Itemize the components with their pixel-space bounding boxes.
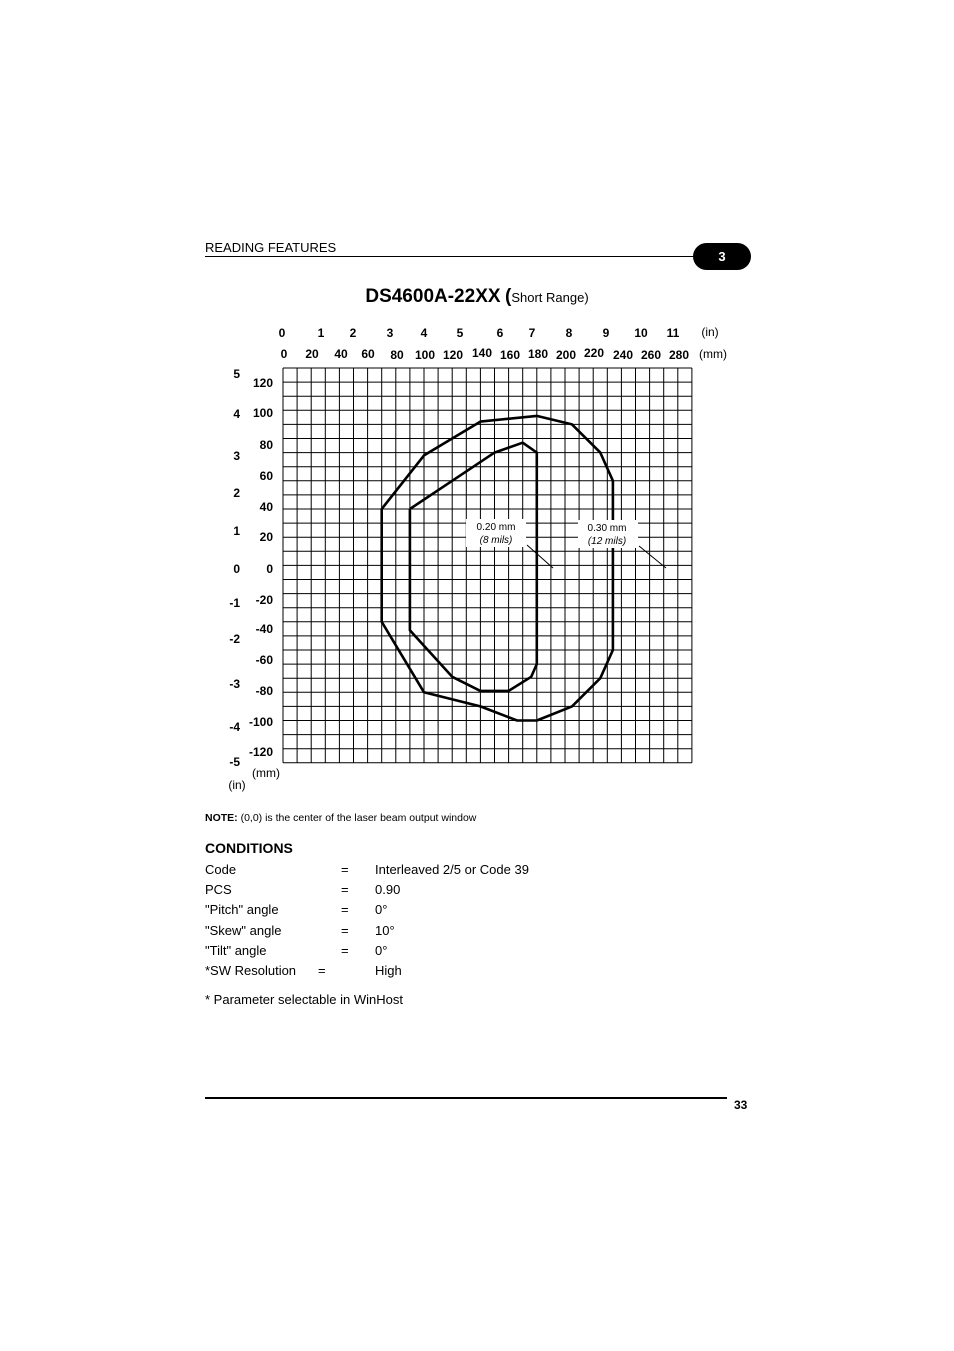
y-tick-label-mm: -40 [255, 622, 273, 636]
x-tick-label-mm: 80 [390, 348, 404, 362]
condition-equals: = [341, 882, 349, 897]
x-tick-label-mm: 220 [583, 346, 605, 360]
x-tick-label-mm: 100 [414, 348, 436, 362]
x-tick-label-mm: 200 [555, 348, 577, 362]
y-tick-label-in: 5 [233, 367, 240, 381]
condition-row-pcs [205, 882, 705, 900]
x-tick-label-in: 5 [456, 326, 464, 340]
series-label: 0.20 mm [476, 522, 516, 533]
series-leader-line [639, 546, 666, 568]
series-leader-line [527, 545, 553, 568]
y-tick-label-in: -5 [229, 755, 240, 769]
x-tick-label-mm: 280 [668, 348, 690, 362]
y-tick-label-mm: -100 [248, 715, 273, 729]
y-tick-label-in: 1 [233, 524, 240, 538]
x-tick-label-in: 7 [528, 326, 536, 340]
y-axis-unit-mm: (mm) [252, 766, 280, 780]
condition-value: 10° [375, 923, 395, 938]
condition-row-code [205, 862, 705, 880]
condition-row-skew [205, 923, 705, 941]
x-tick-label-in: 6 [496, 326, 504, 340]
condition-name: "Skew" angle [205, 923, 282, 938]
condition-equals: = [341, 943, 349, 958]
y-tick-label-mm: -80 [255, 684, 273, 698]
x-tick-label-mm: 240 [612, 348, 634, 362]
y-tick-label-mm: 120 [252, 376, 273, 390]
x-tick-label-in: 0 [278, 326, 286, 340]
x-tick-label-in: 10 [634, 326, 648, 340]
x-tick-label-mm: 160 [499, 348, 521, 362]
note-label: NOTE: [205, 812, 238, 824]
x-tick-label-mm: 0 [280, 347, 288, 361]
page-number: 33 [734, 1098, 748, 1112]
condition-name: PCS [205, 882, 232, 897]
y-axis-unit-in: (in) [228, 778, 246, 792]
x-axis-unit-in: (in) [701, 325, 719, 339]
section-title: READING FEATURES [205, 240, 337, 255]
y-tick-label-in: -1 [229, 596, 240, 610]
note-text: (0,0) is the center of the laser beam output window [237, 812, 477, 824]
y-tick-label-in: 3 [233, 449, 240, 463]
y-tick-label-in: 4 [233, 407, 240, 421]
condition-equals: = [341, 902, 349, 917]
conditions-heading: CONDITIONS [205, 840, 293, 856]
condition-row-sw-resolution [205, 963, 705, 981]
range-curve-inner [410, 443, 537, 691]
x-tick-label-mm: 40 [334, 347, 348, 361]
x-tick-label-in: 1 [317, 326, 325, 340]
y-tick-label-mm: 20 [259, 530, 273, 544]
y-tick-label-mm: -20 [255, 593, 273, 607]
chart-title-subtitle: Short Range) [511, 290, 589, 305]
footer-rule [205, 1097, 727, 1099]
x-tick-label-mm: 20 [305, 347, 319, 361]
chart-title-paren: ( [505, 286, 512, 307]
y-tick-label-mm: 80 [259, 438, 273, 452]
y-tick-label-mm: 40 [259, 500, 273, 514]
y-tick-label-mm: -60 [255, 653, 273, 667]
x-tick-label-mm: 120 [442, 348, 464, 362]
footnote: * Parameter selectable in WinHost [205, 992, 403, 1007]
x-axis-unit-mm: (mm) [699, 347, 727, 361]
y-tick-label-mm: -120 [248, 745, 273, 759]
condition-name: Code [205, 862, 237, 877]
y-tick-label-in: -4 [229, 720, 240, 734]
condition-value: High [375, 963, 402, 978]
series-sublabel: (12 mils) [587, 536, 627, 547]
x-tick-label-in: 9 [602, 326, 610, 340]
note [205, 812, 476, 824]
x-tick-label-in: 3 [386, 326, 394, 340]
x-tick-label-in: 8 [565, 326, 573, 340]
x-tick-label-mm: 60 [361, 347, 375, 361]
x-tick-label-in: 4 [420, 326, 428, 340]
series-sublabel: (8 mils) [479, 535, 513, 546]
condition-row-tilt [205, 943, 705, 961]
chapter-number: 3 [718, 249, 726, 264]
condition-equals: = [341, 862, 349, 877]
condition-row-pitch [205, 902, 705, 920]
y-tick-label-mm: 100 [252, 406, 273, 420]
condition-name: "Pitch" angle [205, 902, 279, 917]
y-tick-label-in: 0 [233, 562, 240, 576]
condition-value: 0.90 [375, 882, 401, 897]
x-tick-label-mm: 260 [640, 348, 662, 362]
chart-title-model: DS4600A-22XX [365, 286, 501, 307]
x-tick-label-mm: 180 [527, 347, 549, 361]
y-tick-label-in: 2 [233, 486, 240, 500]
range-curve-outer [382, 416, 613, 721]
y-tick-label-mm: 0 [266, 562, 273, 576]
x-tick-label-mm: 140 [471, 346, 493, 360]
series-label: 0.30 mm [587, 523, 627, 534]
y-tick-label-in: -2 [229, 632, 240, 646]
y-tick-label-in: -3 [229, 677, 240, 691]
condition-name: *SW Resolution [205, 963, 297, 978]
condition-value: 0° [375, 943, 388, 958]
condition-value: 0° [375, 902, 388, 917]
condition-equals: = [318, 963, 326, 978]
condition-name: "Tilt" angle [205, 943, 267, 958]
condition-value: Interleaved 2/5 or Code 39 [375, 862, 529, 877]
x-tick-label-in: 2 [349, 326, 357, 340]
y-tick-label-mm: 60 [259, 469, 273, 483]
x-tick-label-in: 11 [666, 326, 680, 340]
condition-equals: = [341, 923, 349, 938]
